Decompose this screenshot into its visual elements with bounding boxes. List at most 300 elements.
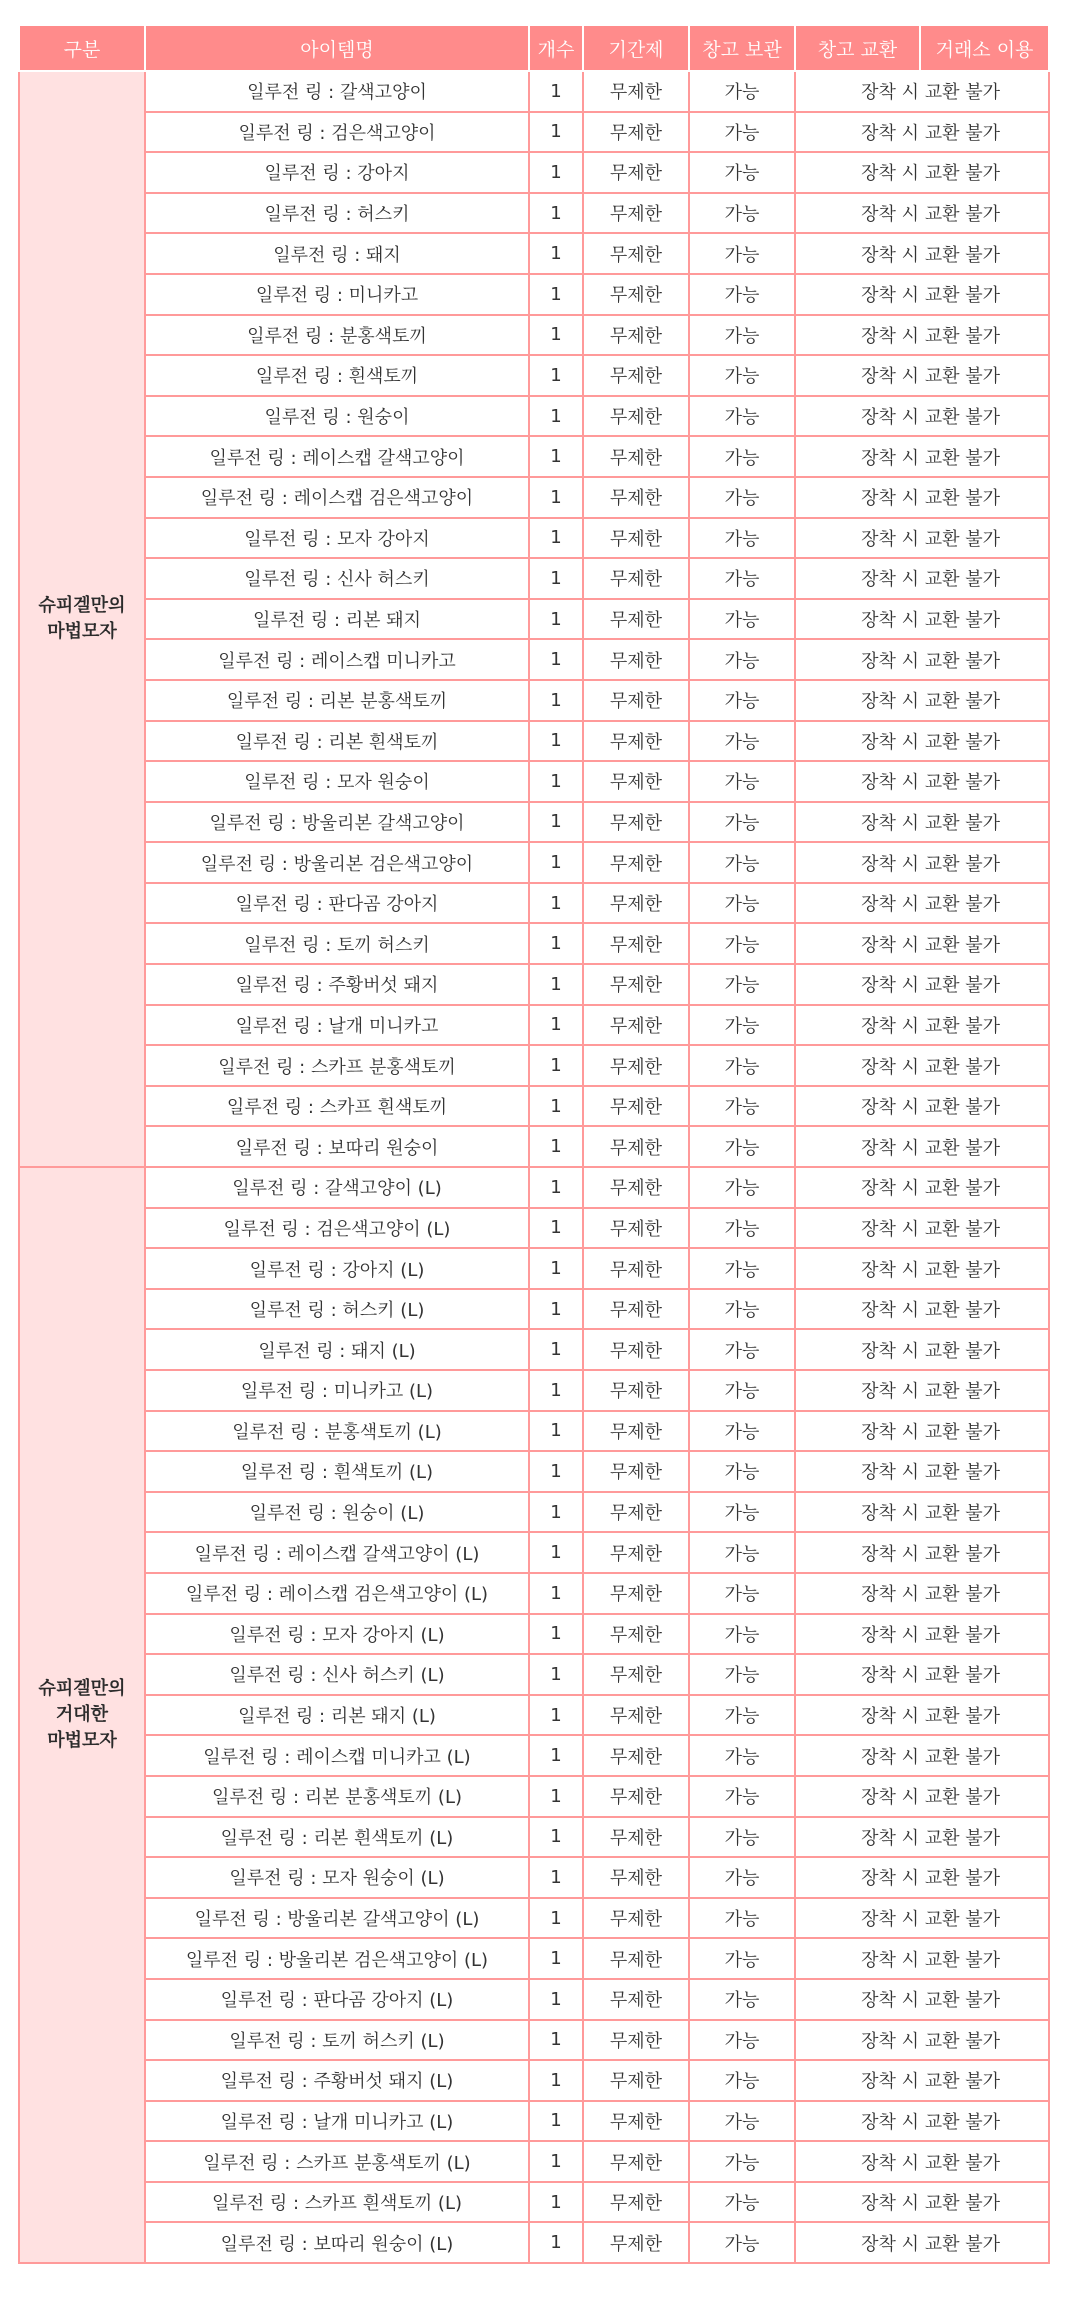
item-name-cell: 일루전 링 : 리본 분홍색토끼 (L) (145, 1776, 529, 1817)
trade-restriction-cell: 장착 시 교환 불가 (795, 1573, 1049, 1614)
storage-cell: 가능 (689, 1898, 795, 1939)
trade-restriction-cell: 장착 시 교환 불가 (795, 923, 1049, 964)
period-cell: 무제한 (583, 1817, 689, 1858)
period-cell: 무제한 (583, 274, 689, 315)
trade-restriction-cell: 장착 시 교환 불가 (795, 71, 1049, 112)
storage-cell: 가능 (689, 2222, 795, 2263)
storage-cell: 가능 (689, 2182, 795, 2223)
item-name-cell: 일루전 링 : 레이스캡 미니카고 (L) (145, 1735, 529, 1776)
item-name-cell: 일루전 링 : 허스키 (L) (145, 1289, 529, 1330)
item-name-cell: 일루전 링 : 토끼 허스키 (145, 923, 529, 964)
header-item-name: 아이템명 (145, 25, 529, 71)
table-row (19, 639, 1049, 680)
count-cell: 1 (529, 1086, 583, 1127)
item-name-cell: 일루전 링 : 리본 흰색토끼 (L) (145, 1817, 529, 1858)
table-row (19, 2060, 1049, 2101)
period-cell: 무제한 (583, 2020, 689, 2061)
storage-cell: 가능 (689, 721, 795, 762)
trade-restriction-cell: 장착 시 교환 불가 (795, 2182, 1049, 2223)
trade-restriction-cell: 장착 시 교환 불가 (795, 680, 1049, 721)
item-name-cell: 일루전 링 : 방울리본 갈색고양이 (145, 802, 529, 843)
item-name-cell: 일루전 링 : 신사 허스키 (L) (145, 1654, 529, 1695)
period-cell: 무제한 (583, 721, 689, 762)
storage-cell: 가능 (689, 1451, 795, 1492)
trade-restriction-cell: 장착 시 교환 불가 (795, 1005, 1049, 1046)
item-name-cell: 일루전 링 : 판다곰 강아지 (L) (145, 1979, 529, 2020)
period-cell: 무제한 (583, 964, 689, 1005)
period-cell: 무제한 (583, 477, 689, 518)
item-name-cell: 일루전 링 : 미니카고 (145, 274, 529, 315)
item-name-cell: 일루전 링 : 레이스캡 미니카고 (145, 639, 529, 680)
storage-cell: 가능 (689, 436, 795, 477)
item-name-cell: 일루전 링 : 강아지 (145, 152, 529, 193)
count-cell: 1 (529, 802, 583, 843)
table-row (19, 1654, 1049, 1695)
count-cell: 1 (529, 315, 583, 356)
trade-restriction-cell: 장착 시 교환 불가 (795, 1735, 1049, 1776)
storage-cell: 가능 (689, 842, 795, 883)
storage-cell: 가능 (689, 1167, 795, 1208)
trade-restriction-cell: 장착 시 교환 불가 (795, 721, 1049, 762)
trade-restriction-cell: 장착 시 교환 불가 (795, 1614, 1049, 1655)
table-row (19, 233, 1049, 274)
table-row (19, 964, 1049, 1005)
trade-restriction-cell: 장착 시 교환 불가 (795, 1532, 1049, 1573)
count-cell: 1 (529, 1492, 583, 1533)
storage-cell: 가능 (689, 1005, 795, 1046)
table-row (19, 436, 1049, 477)
count-cell: 1 (529, 1045, 583, 1086)
count-cell: 1 (529, 842, 583, 883)
item-name-cell: 일루전 링 : 흰색토끼 (L) (145, 1451, 529, 1492)
count-cell: 1 (529, 1370, 583, 1411)
trade-restriction-cell: 장착 시 교환 불가 (795, 1329, 1049, 1370)
count-cell: 1 (529, 761, 583, 802)
storage-cell: 가능 (689, 1329, 795, 1370)
trade-restriction-cell: 장착 시 교환 불가 (795, 1857, 1049, 1898)
period-cell: 무제한 (583, 1857, 689, 1898)
category-line: 슈피겔만의 (38, 1678, 126, 1700)
storage-cell: 가능 (689, 1370, 795, 1411)
item-name-cell: 일루전 링 : 허스키 (145, 193, 529, 234)
period-cell: 무제한 (583, 355, 689, 396)
item-name-cell: 일루전 링 : 원숭이 (145, 396, 529, 437)
table-row (19, 1817, 1049, 1858)
table-row (19, 2182, 1049, 2223)
storage-cell: 가능 (689, 1248, 795, 1289)
item-name-cell: 일루전 링 : 분홍색토끼 (L) (145, 1411, 529, 1452)
period-cell: 무제한 (583, 1451, 689, 1492)
count-cell: 1 (529, 477, 583, 518)
storage-cell: 가능 (689, 964, 795, 1005)
trade-restriction-cell: 장착 시 교환 불가 (795, 436, 1049, 477)
count-cell: 1 (529, 2020, 583, 2061)
item-name-cell: 일루전 링 : 갈색고양이 (145, 71, 529, 112)
period-cell: 무제한 (583, 1654, 689, 1695)
storage-cell: 가능 (689, 1654, 795, 1695)
table-row (19, 2222, 1049, 2263)
count-cell: 1 (529, 112, 583, 153)
count-cell: 1 (529, 1573, 583, 1614)
period-cell: 무제한 (583, 1045, 689, 1086)
period-cell: 무제한 (583, 1735, 689, 1776)
trade-restriction-cell: 장착 시 교환 불가 (795, 1451, 1049, 1492)
table-row (19, 1979, 1049, 2020)
item-name-cell: 일루전 링 : 레이스캡 검은색고양이 (145, 477, 529, 518)
trade-restriction-cell: 장착 시 교환 불가 (795, 883, 1049, 924)
period-cell: 무제한 (583, 2182, 689, 2223)
trade-restriction-cell: 장착 시 교환 불가 (795, 558, 1049, 599)
count-cell: 1 (529, 680, 583, 721)
period-cell: 무제한 (583, 71, 689, 112)
count-cell: 1 (529, 355, 583, 396)
storage-cell: 가능 (689, 1045, 795, 1086)
count-cell: 1 (529, 71, 583, 112)
count-cell: 1 (529, 396, 583, 437)
count-cell: 1 (529, 1208, 583, 1249)
trade-restriction-cell: 장착 시 교환 불가 (795, 1208, 1049, 1249)
period-cell: 무제한 (583, 1329, 689, 1370)
period-cell: 무제한 (583, 2222, 689, 2263)
item-name-cell: 일루전 링 : 갈색고양이 (L) (145, 1167, 529, 1208)
table-row (19, 1857, 1049, 1898)
category-cell (19, 71, 145, 1167)
count-cell: 1 (529, 1248, 583, 1289)
count-cell: 1 (529, 274, 583, 315)
storage-cell: 가능 (689, 1817, 795, 1858)
item-name-cell: 일루전 링 : 리본 돼지 (145, 599, 529, 640)
period-cell: 무제한 (583, 923, 689, 964)
storage-cell: 가능 (689, 761, 795, 802)
item-name-cell: 일루전 링 : 방울리본 검은색고양이 (145, 842, 529, 883)
count-cell: 1 (529, 1735, 583, 1776)
period-cell: 무제한 (583, 1938, 689, 1979)
item-name-cell: 일루전 링 : 리본 분홍색토끼 (145, 680, 529, 721)
item-name-cell: 일루전 링 : 분홍색토끼 (145, 315, 529, 356)
storage-cell: 가능 (689, 518, 795, 559)
table-row (19, 761, 1049, 802)
header-exchange: 창고 교환 (795, 25, 920, 71)
count-cell: 1 (529, 1898, 583, 1939)
count-cell: 1 (529, 1411, 583, 1452)
item-name-cell: 일루전 링 : 강아지 (L) (145, 1248, 529, 1289)
trade-restriction-cell: 장착 시 교환 불가 (795, 1492, 1049, 1533)
table-row (19, 599, 1049, 640)
trade-restriction-cell: 장착 시 교환 불가 (795, 842, 1049, 883)
trade-restriction-cell: 장착 시 교환 불가 (795, 1979, 1049, 2020)
period-cell: 무제한 (583, 1005, 689, 1046)
table-row (19, 1126, 1049, 1167)
table-row (19, 71, 1049, 112)
table-row (19, 1532, 1049, 1573)
table-row (19, 518, 1049, 559)
table-row (19, 355, 1049, 396)
count-cell: 1 (529, 964, 583, 1005)
item-name-cell: 일루전 링 : 레이스캡 검은색고양이 (L) (145, 1573, 529, 1614)
count-cell: 1 (529, 2060, 583, 2101)
trade-restriction-cell: 장착 시 교환 불가 (795, 152, 1049, 193)
count-cell: 1 (529, 1817, 583, 1858)
trade-restriction-cell: 장착 시 교환 불가 (795, 1938, 1049, 1979)
table-row (19, 1329, 1049, 1370)
period-cell: 무제한 (583, 1370, 689, 1411)
count-cell: 1 (529, 1654, 583, 1695)
storage-cell: 가능 (689, 1695, 795, 1736)
table-body (19, 71, 1049, 2263)
trade-restriction-cell: 장착 시 교환 불가 (795, 1370, 1049, 1411)
item-table (18, 24, 1050, 2264)
count-cell: 1 (529, 436, 583, 477)
storage-cell: 가능 (689, 680, 795, 721)
trade-restriction-cell: 장착 시 교환 불가 (795, 1045, 1049, 1086)
storage-cell: 가능 (689, 558, 795, 599)
trade-restriction-cell: 장착 시 교환 불가 (795, 1167, 1049, 1208)
storage-cell: 가능 (689, 274, 795, 315)
period-cell: 무제한 (583, 1411, 689, 1452)
table-row (19, 842, 1049, 883)
table-row (19, 2101, 1049, 2142)
trade-restriction-cell: 장착 시 교환 불가 (795, 639, 1049, 680)
count-cell: 1 (529, 558, 583, 599)
item-name-cell: 일루전 링 : 레이스캡 갈색고양이 (145, 436, 529, 477)
header-period: 기간제 (583, 25, 689, 71)
count-cell: 1 (529, 2141, 583, 2182)
table-row (19, 1208, 1049, 1249)
count-cell: 1 (529, 639, 583, 680)
trade-restriction-cell: 장착 시 교환 불가 (795, 1086, 1049, 1127)
count-cell: 1 (529, 518, 583, 559)
table-row (19, 1167, 1049, 1208)
period-cell: 무제한 (583, 233, 689, 274)
table-row (19, 477, 1049, 518)
count-cell: 1 (529, 2182, 583, 2223)
storage-cell: 가능 (689, 315, 795, 356)
period-cell: 무제한 (583, 680, 689, 721)
period-cell: 무제한 (583, 761, 689, 802)
count-cell: 1 (529, 1857, 583, 1898)
period-cell: 무제한 (583, 1573, 689, 1614)
period-cell: 무제한 (583, 1167, 689, 1208)
storage-cell: 가능 (689, 1938, 795, 1979)
storage-cell: 가능 (689, 1735, 795, 1776)
table-row (19, 1898, 1049, 1939)
table-row (19, 1005, 1049, 1046)
period-cell: 무제한 (583, 1776, 689, 1817)
count-cell: 1 (529, 1167, 583, 1208)
count-cell: 1 (529, 1329, 583, 1370)
storage-cell: 가능 (689, 193, 795, 234)
trade-restriction-cell: 장착 시 교환 불가 (795, 1898, 1049, 1939)
item-name-cell: 일루전 링 : 흰색토끼 (145, 355, 529, 396)
count-cell: 1 (529, 1614, 583, 1655)
item-name-cell: 일루전 링 : 보따리 원숭이 (L) (145, 2222, 529, 2263)
storage-cell: 가능 (689, 923, 795, 964)
table-row (19, 1289, 1049, 1330)
count-cell: 1 (529, 1532, 583, 1573)
trade-restriction-cell: 장착 시 교환 불가 (795, 964, 1049, 1005)
table-row (19, 1451, 1049, 1492)
count-cell: 1 (529, 1126, 583, 1167)
table-row (19, 1776, 1049, 1817)
storage-cell: 가능 (689, 639, 795, 680)
storage-cell: 가능 (689, 1776, 795, 1817)
table-row (19, 1735, 1049, 1776)
storage-cell: 가능 (689, 2060, 795, 2101)
item-name-cell: 일루전 링 : 모자 강아지 (145, 518, 529, 559)
category-cell (19, 1167, 145, 2263)
item-name-cell: 일루전 링 : 검은색고양이 (145, 112, 529, 153)
storage-cell: 가능 (689, 1208, 795, 1249)
table-row (19, 396, 1049, 437)
category-line: 슈피겔만의 (38, 595, 126, 617)
trade-restriction-cell: 장착 시 교환 불가 (795, 599, 1049, 640)
item-name-cell: 일루전 링 : 주황버섯 돼지 (145, 964, 529, 1005)
period-cell: 무제한 (583, 2101, 689, 2142)
trade-restriction-cell: 장착 시 교환 불가 (795, 315, 1049, 356)
table-row (19, 923, 1049, 964)
item-name-cell: 일루전 링 : 돼지 (145, 233, 529, 274)
trade-restriction-cell: 장착 시 교환 불가 (795, 518, 1049, 559)
table-row (19, 1938, 1049, 1979)
period-cell: 무제한 (583, 1086, 689, 1127)
table-row (19, 558, 1049, 599)
trade-restriction-cell: 장착 시 교환 불가 (795, 2101, 1049, 2142)
period-cell: 무제한 (583, 436, 689, 477)
table-row (19, 1086, 1049, 1127)
storage-cell: 가능 (689, 1086, 795, 1127)
table-row (19, 1614, 1049, 1655)
trade-restriction-cell: 장착 시 교환 불가 (795, 1126, 1049, 1167)
trade-restriction-cell: 장착 시 교환 불가 (795, 477, 1049, 518)
storage-cell: 가능 (689, 1126, 795, 1167)
period-cell: 무제한 (583, 2141, 689, 2182)
table-row (19, 193, 1049, 234)
period-cell: 무제한 (583, 802, 689, 843)
period-cell: 무제한 (583, 152, 689, 193)
count-cell: 1 (529, 1938, 583, 1979)
item-name-cell: 일루전 링 : 판다곰 강아지 (145, 883, 529, 924)
item-name-cell: 일루전 링 : 신사 허스키 (145, 558, 529, 599)
period-cell: 무제한 (583, 599, 689, 640)
item-name-cell: 일루전 링 : 스카프 분홍색토끼 (145, 1045, 529, 1086)
period-cell: 무제한 (583, 842, 689, 883)
trade-restriction-cell: 장착 시 교환 불가 (795, 2222, 1049, 2263)
category-line: 마법모자 (47, 621, 117, 643)
storage-cell: 가능 (689, 1411, 795, 1452)
category-line: 마법모자 (47, 1730, 117, 1752)
table-header-row (19, 25, 1049, 71)
period-cell: 무제한 (583, 558, 689, 599)
item-name-cell: 일루전 링 : 방울리본 검은색고양이 (L) (145, 1938, 529, 1979)
trade-restriction-cell: 장착 시 교환 불가 (795, 1248, 1049, 1289)
period-cell: 무제한 (583, 315, 689, 356)
trade-restriction-cell: 장착 시 교환 불가 (795, 1776, 1049, 1817)
trade-restriction-cell: 장착 시 교환 불가 (795, 1695, 1049, 1736)
period-cell: 무제한 (583, 1614, 689, 1655)
period-cell: 무제한 (583, 1126, 689, 1167)
table-row (19, 802, 1049, 843)
trade-restriction-cell: 장착 시 교환 불가 (795, 2141, 1049, 2182)
header-count: 개수 (529, 25, 583, 71)
trade-restriction-cell: 장착 시 교환 불가 (795, 1411, 1049, 1452)
header-category: 구분 (19, 25, 145, 71)
period-cell: 무제한 (583, 193, 689, 234)
item-name-cell: 일루전 링 : 원숭이 (L) (145, 1492, 529, 1533)
count-cell: 1 (529, 233, 583, 274)
item-name-cell: 일루전 링 : 날개 미니카고 (145, 1005, 529, 1046)
storage-cell: 가능 (689, 477, 795, 518)
item-name-cell: 일루전 링 : 돼지 (L) (145, 1329, 529, 1370)
trade-restriction-cell: 장착 시 교환 불가 (795, 1289, 1049, 1330)
count-cell: 1 (529, 1776, 583, 1817)
period-cell: 무제한 (583, 396, 689, 437)
count-cell: 1 (529, 1451, 583, 1492)
storage-cell: 가능 (689, 802, 795, 843)
period-cell: 무제한 (583, 518, 689, 559)
item-name-cell: 일루전 링 : 미니카고 (L) (145, 1370, 529, 1411)
trade-restriction-cell: 장착 시 교환 불가 (795, 1817, 1049, 1858)
trade-restriction-cell: 장착 시 교환 불가 (795, 2060, 1049, 2101)
storage-cell: 가능 (689, 1857, 795, 1898)
table-row (19, 721, 1049, 762)
period-cell: 무제한 (583, 1492, 689, 1533)
trade-restriction-cell: 장착 시 교환 불가 (795, 761, 1049, 802)
trade-restriction-cell: 장착 시 교환 불가 (795, 2020, 1049, 2061)
table-row (19, 883, 1049, 924)
trade-restriction-cell: 장착 시 교환 불가 (795, 802, 1049, 843)
storage-cell: 가능 (689, 1289, 795, 1330)
count-cell: 1 (529, 1979, 583, 2020)
storage-cell: 가능 (689, 1614, 795, 1655)
trade-restriction-cell: 장착 시 교환 불가 (795, 112, 1049, 153)
table-row (19, 274, 1049, 315)
period-cell: 무제한 (583, 2060, 689, 2101)
storage-cell: 가능 (689, 2141, 795, 2182)
trade-restriction-cell: 장착 시 교환 불가 (795, 355, 1049, 396)
period-cell: 무제한 (583, 1208, 689, 1249)
item-name-cell: 일루전 링 : 모자 원숭이 (145, 761, 529, 802)
count-cell: 1 (529, 152, 583, 193)
storage-cell: 가능 (689, 599, 795, 640)
table-row (19, 1695, 1049, 1736)
table-row (19, 2141, 1049, 2182)
header-storage: 창고 보관 (689, 25, 795, 71)
period-cell: 무제한 (583, 639, 689, 680)
storage-cell: 가능 (689, 2020, 795, 2061)
storage-cell: 가능 (689, 355, 795, 396)
storage-cell: 가능 (689, 396, 795, 437)
item-name-cell: 일루전 링 : 스카프 분홍색토끼 (L) (145, 2141, 529, 2182)
count-cell: 1 (529, 721, 583, 762)
header-trade: 거래소 이용 (920, 25, 1049, 71)
period-cell: 무제한 (583, 1979, 689, 2020)
trade-restriction-cell: 장착 시 교환 불가 (795, 396, 1049, 437)
table-row (19, 112, 1049, 153)
item-name-cell: 일루전 링 : 모자 강아지 (L) (145, 1614, 529, 1655)
item-name-cell: 일루전 링 : 검은색고양이 (L) (145, 1208, 529, 1249)
table-row (19, 680, 1049, 721)
count-cell: 1 (529, 923, 583, 964)
item-name-cell: 일루전 링 : 스카프 흰색토끼 (145, 1086, 529, 1127)
count-cell: 1 (529, 193, 583, 234)
period-cell: 무제한 (583, 112, 689, 153)
table-row (19, 2020, 1049, 2061)
count-cell: 1 (529, 1695, 583, 1736)
item-name-cell: 일루전 링 : 방울리본 갈색고양이 (L) (145, 1898, 529, 1939)
item-name-cell: 일루전 링 : 리본 돼지 (L) (145, 1695, 529, 1736)
table-row (19, 1248, 1049, 1289)
table-row (19, 152, 1049, 193)
